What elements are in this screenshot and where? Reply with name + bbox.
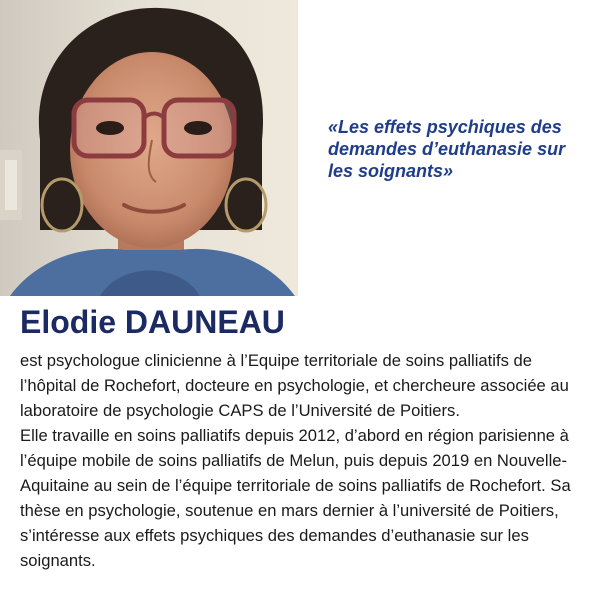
bio-line: soignants.	[20, 551, 96, 570]
bio-line: Aquitaine au sein de l’équipe territoriale de soins palliatifs de Rochefort. Sa	[20, 476, 571, 495]
bio-line: s’intéresse aux effets psychiques des demandes d’euthanasie sur les	[20, 526, 529, 545]
bio-paragraph-2	[20, 423, 592, 573]
bio-line: thèse en psychologie, soutenue en mars dernier à l’université de Poitiers,	[20, 501, 559, 520]
bio-line: Elle travaille en soins palliatifs depuis 2012, d’abord en région parisienne à	[20, 426, 569, 445]
quote-line: les soignants»	[328, 161, 454, 181]
speaker-name: Elodie DAUNEAU	[20, 304, 285, 340]
speaker-bio	[20, 348, 592, 573]
quote-line: demandes d’euthanasie sur	[328, 139, 566, 159]
bio-line: l’hôpital de Rochefort, docteure en psychologie, et chercheure associée au	[20, 376, 569, 395]
speaker-portrait	[0, 0, 298, 296]
bio-line: laboratoire de psychologie CAPS de l’Université de Poitiers.	[20, 401, 460, 420]
bio-line: est psychologue clinicienne à l’Equipe territoriale de soins palliatifs de	[20, 351, 532, 370]
talk-title-quote	[328, 116, 588, 182]
quote-line: «Les effets psychiques des	[328, 117, 562, 137]
bio-line: l’équipe mobile de soins palliatifs de Melun, puis depuis 2019 en Nouvelle-	[20, 451, 568, 470]
bio-paragraph-1	[20, 348, 592, 423]
portrait-photo	[0, 0, 298, 296]
